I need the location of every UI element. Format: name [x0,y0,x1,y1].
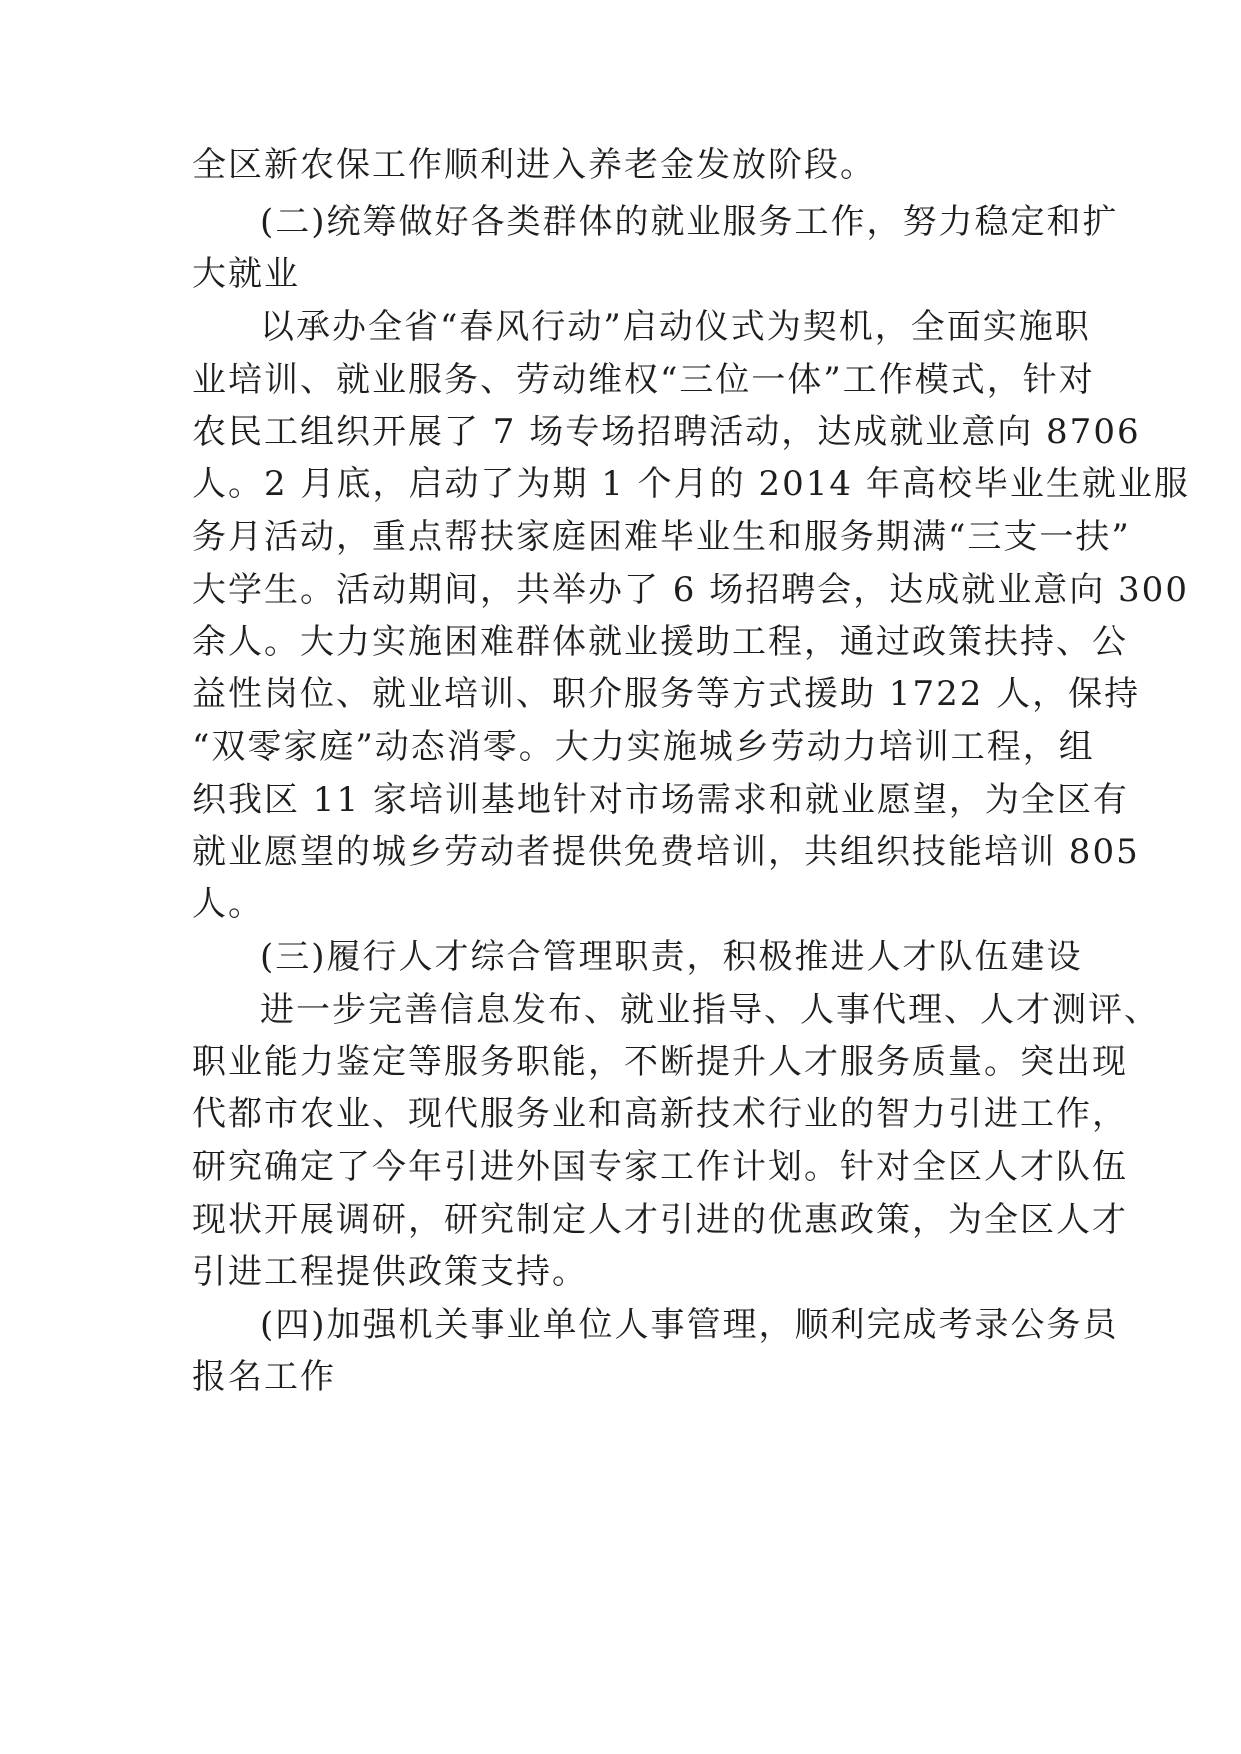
section-heading-4: (四)加强机关事业单位人事管理，顺利完成考录公务员 [260,1305,1119,1345]
text-line-11: 益性岗位、就业培训、职介服务等方式援助 1722 人，保持 [192,674,1141,714]
text-line-6: 农民工组织开展了 7 场专场招聘活动，达成就业意向 8706 [192,412,1141,452]
text-line-7: 人。2 月底，启动了为期 1 个月的 2014 年高校毕业生就业服 [192,464,1190,504]
text-line-15: 人。 [192,884,264,924]
text-line-18: 职业能力鉴定等服务职能，不断提升人才服务质量。突出现 [192,1042,1128,1082]
text-line-13: 织我区 11 家培训基地针对市场需求和就业愿望，为全区有 [192,780,1129,820]
section-heading-3: (三)履行人才综合管理职责，积极推进人才队伍建设 [260,937,1083,977]
text-line-1: 全区新农保工作顺利进入养老金发放阶段。 [192,145,876,185]
text-line-20: 研究确定了今年引进外国专家工作计划。针对全区人才队伍 [192,1147,1128,1187]
text-line-14: 就业愿望的城乡劳动者提供免费培训，共组织技能培训 805 [192,832,1140,872]
section-heading-4-cont: 报名工作 [192,1357,336,1397]
section-heading-2: (二)统筹做好各类群体的就业服务工作，努力稳定和扩 [260,202,1119,242]
text-line-10: 余人。大力实施困难群体就业援助工程，通过政策扶持、公 [192,622,1128,662]
text-line-8: 务月活动，重点帮扶家庭困难毕业生和服务期满“三支一扶” [192,517,1131,557]
text-line-21: 现状开展调研，研究制定人才引进的优惠政策，为全区人才 [192,1200,1128,1240]
text-line-5: 业培训、就业服务、劳动维权“三位一体”工作模式，针对 [192,360,1095,400]
text-line-4: 以承办全省“春风行动”启动仪式为契机，全面实施职 [260,307,1091,347]
text-line-17: 进一步完善信息发布、就业指导、人事代理、人才测评、 [260,990,1160,1030]
text-line-22: 引进工程提供政策支持。 [192,1252,588,1292]
section-heading-2-cont: 大就业 [192,254,300,294]
text-line-9: 大学生。活动期间，共举办了 6 场招聘会，达成就业意向 300 [192,570,1189,610]
text-line-19: 代都市农业、现代服务业和高新技术行业的智力引进工作， [192,1094,1128,1134]
text-line-12: “双零家庭”动态消零。大力实施城乡劳动力培训工程，组 [192,727,1095,767]
